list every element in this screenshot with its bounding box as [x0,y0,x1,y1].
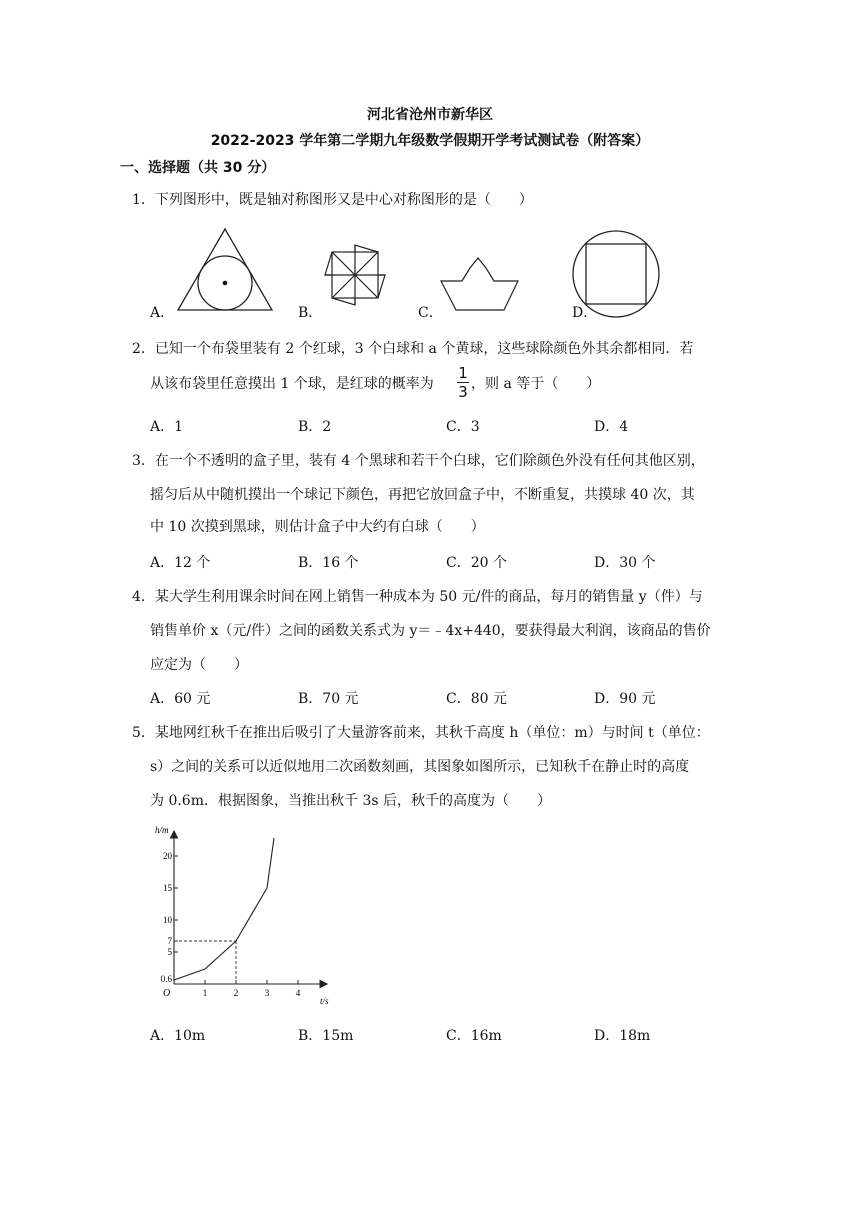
q4-option-d[interactable]: D．90 元 [594,691,656,707]
x-tick-4: 4 [295,988,301,998]
q1-option-b[interactable]: B． [298,305,323,321]
question-5-line-3: 为 0.6m．根据图象，当推出秋千 3s 后，秋千的高度为（ ） [150,793,551,809]
q2-option-d[interactable]: D．4 [594,419,629,435]
q2-option-a[interactable]: A．1 [150,419,184,435]
x-tick-2: 2 [233,988,239,998]
q1-option-a[interactable]: A． [150,305,175,321]
q3-option-a[interactable]: A．12 个 [150,555,211,571]
question-4-line-1: 4．某大学生利用课余时间在网上销售一种成本为 50 元/件的商品，每月的销售量 y（件）与 [132,589,703,605]
y-axis-label: h/m [155,825,169,835]
q5-option-a[interactable]: A．10m [150,1028,206,1044]
section-heading: 一、选择题（共 30 分） [120,160,276,176]
fraction-numerator: 1 [458,364,468,382]
q3-option-b[interactable]: B．16 个 [298,555,359,571]
x-tick-1: 1 [202,988,208,998]
question-5-line-1: 5．某地网红秋千在推出后吸引了大量游客前来，其秋千高度 h（单位：m）与时间 t（单位： [132,725,710,741]
question-3-line-3: 中 10 次摸到黑球，则估计盒子中大约有白球（ ） [150,519,485,535]
y-tick-10: 10 [163,915,172,925]
q1-option-c[interactable]: C． [418,305,443,321]
q5-option-c[interactable]: C．16m [446,1028,502,1044]
figure-paper-boat [440,256,520,312]
question-2-line-1: 2．已知一个布袋里装有 2 个红球，3 个白球和 a 个黄球，这些球除颜色外其余都相同．若 [132,341,694,357]
y-tick-5: 5 [167,947,172,957]
q3-option-d[interactable]: D．30 个 [594,555,656,571]
q2-option-b[interactable]: B．2 [298,419,332,435]
fraction-one-third [456,364,470,401]
q4-option-b[interactable]: B．70 元 [298,691,359,707]
q3-option-c[interactable]: C．20 个 [446,555,507,571]
question-2-line-2b: ，则 a 等于（ ） [471,376,601,392]
question-1-text: 1．下列图形中，既是轴对称图形又是中心对称图形的是（ ） [132,192,533,208]
q5-option-b[interactable]: B．15m [298,1028,354,1044]
y-tick-0-6: 0.6 [160,974,172,984]
origin-label: O [163,988,171,999]
y-tick-7: 7 [167,936,172,946]
question-5-line-2: s）之间的关系可以近似地用二次函数刻画，其图象如图所示，已知秋千在静止时的高度 [150,759,690,775]
x-axis-label: t/s [320,996,329,1005]
question-3-line-2: 摇匀后从中随机摸出一个球记下颜色，再把它放回盒子中，不断重复，共摸球 40 次，其 [150,487,695,503]
title-line-2: 2022-2023 学年第二学期九年级数学假期开学考试测试卷（附答案） [210,133,650,149]
figure-pinwheel [322,242,388,308]
q1-option-d[interactable]: D． [572,305,598,321]
title-line-1: 河北省沧州市新华区 [367,107,493,123]
q4-option-c[interactable]: C．80 元 [446,691,507,707]
question-4-line-2: 销售单价 x（元/件）之间的函数关系式为 y＝﹣4x+440，要获得最大利润，该商品的售价 [150,623,711,639]
q4-option-a[interactable]: A．60 元 [150,691,211,707]
y-tick-15: 15 [163,883,172,893]
y-tick-20: 20 [163,851,172,861]
question-4-line-3: 应定为（ ） [150,657,248,673]
x-tick-3: 3 [264,988,270,998]
question-3-line-1: 3．在一个不透明的盒子里，装有 4 个黑球和若干个白球，它们除颜色外没有任何其他区别， [132,453,705,469]
swing-height-graph [150,820,340,1005]
q2-option-c[interactable]: C．3 [446,419,480,435]
question-2-line-2a: 从该布袋里任意摸出 1 个球，是红球的概率为 [150,376,434,392]
figure-triangle-circle [174,226,276,314]
q5-option-d[interactable]: D．18m [594,1028,651,1044]
fraction-denominator: 3 [458,383,468,401]
